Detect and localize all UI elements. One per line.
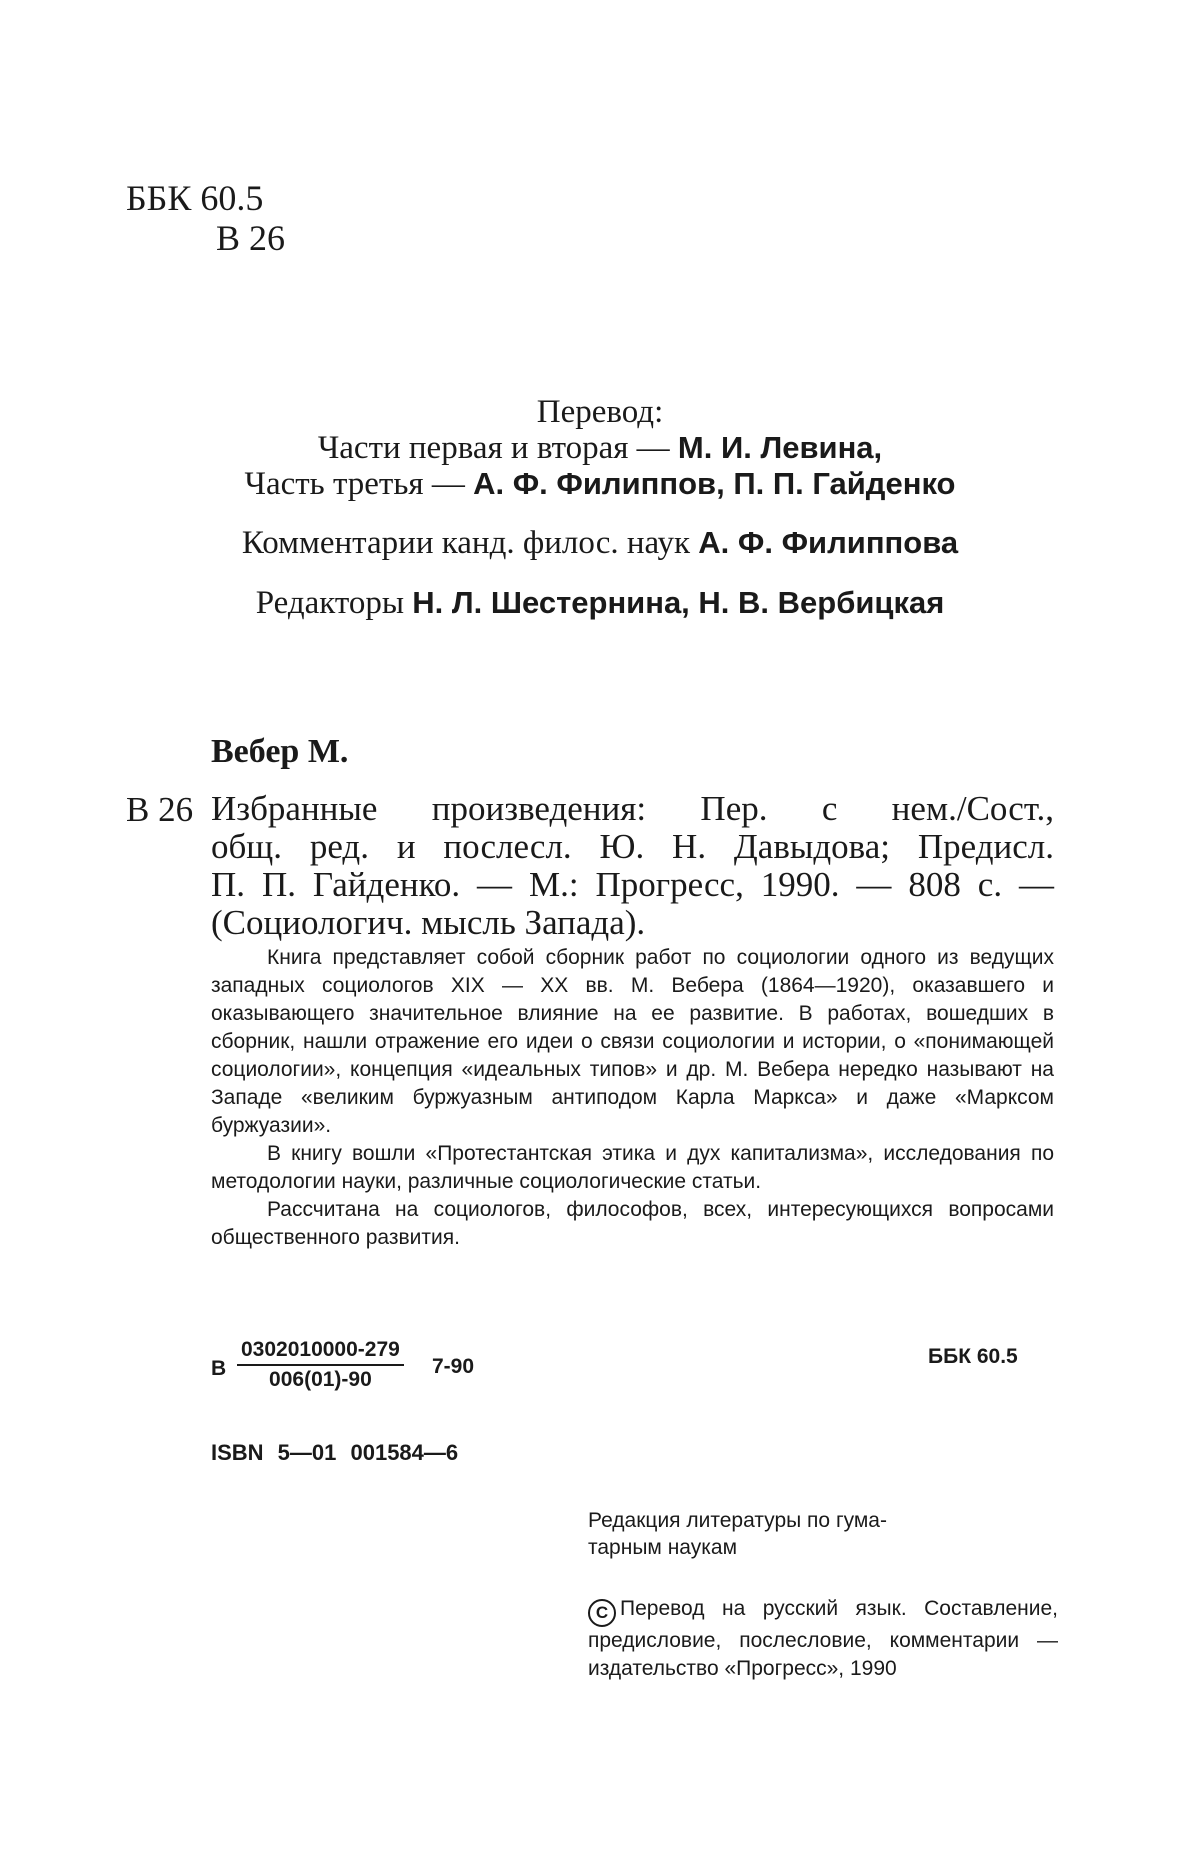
translation-line-1-label: Части первая и вторая — [317,430,670,466]
edition-note-line: тарным наукам [588,1536,738,1559]
translation-line-2-names: А. Ф. Филиппов, П. П. Гайденко [473,466,956,501]
catalog-line: П. П. Гайденко. — М.: Прогресс, 1990. — 808 с. — [211,865,1054,904]
commentary-credit [0,523,1200,563]
index-suffix: 7-90 [432,1355,475,1378]
editors-credit [0,583,1200,623]
index-fraction [237,1338,404,1392]
catalog-line: Избранные произведения: Пер. с нем./Сост., [211,789,1054,828]
catalog-description [211,790,1054,942]
edition-note-line: Редакция литературы по гума- [588,1509,887,1532]
translation-heading: Перевод: [536,394,664,430]
catalog-author: Вебер М. [211,733,349,770]
editors-label: Редакторы [255,585,405,621]
annotation-paragraph: В книгу вошли «Протестантская этика и дух капитализма», исследования по методологии науки, различные социологические статьи. [211,1142,1054,1193]
translation-line-1 [0,428,1200,468]
commentary-label: Комментарии канд. филос. наук [241,525,691,561]
author-mark-line: В 26 [216,218,286,258]
copyright-text: Перевод на русский язык. Составление, предисловие, послесловие, комментарии — издательство «Прогресс», 1990 [588,1597,1058,1680]
bbk-code-line: ББК 60.5 [126,178,264,218]
index-bbk: ББК 60.5 [928,1345,1018,1368]
commentary-name: А. Ф. Филиппова [698,525,959,560]
index-prefix: В [211,1357,227,1380]
copyright-notice [588,1595,1058,1683]
edition-note [588,1507,1058,1561]
index-numerator: 0302010000-279 [237,1338,404,1366]
translation-line-2 [0,464,1200,504]
isbn: ISBN 5—01 001584—6 [211,1440,459,1465]
catalog-line: общ. ред. и послесл. Ю. Н. Давыдова; Предисл. [211,827,1054,866]
annotation-paragraph: Рассчитана на социологов, философов, всех, интересующихся вопросами общественного развития. [211,1198,1054,1249]
catalog-code: В 26 [126,790,194,829]
editors-names: Н. Л. Шестернина, Н. В. Вербицкая [412,585,945,620]
translation-line-2-label: Часть третья — [244,466,465,502]
annotation-paragraph: Книга представляет собой сборник работ по социологии одного из ведущих западных социологов XIX — XX вв. М. Вебера (1864—1920), оказавшего и оказывающего значительное влияние на ее развитие. В работах, вошедших в сборник, нашли отражение его идеи о связи социологии и истории, о «понимающей социологии», концепция «идеальных типов» и др. М. Вебера нередко называют на Западе «великим буржуазным антиподом Карла Маркса» и даже «Марксом буржуазии». [211,946,1054,1137]
translation-line-1-names: М. И. Левина, [677,430,883,465]
copyright-icon: C [588,1599,616,1627]
index-denominator: 006(01)-90 [269,1368,372,1391]
bbk-classification [126,178,285,258]
catalog-line: (Социологич. мысль Запада). [211,903,646,942]
annotation [211,944,1054,1252]
